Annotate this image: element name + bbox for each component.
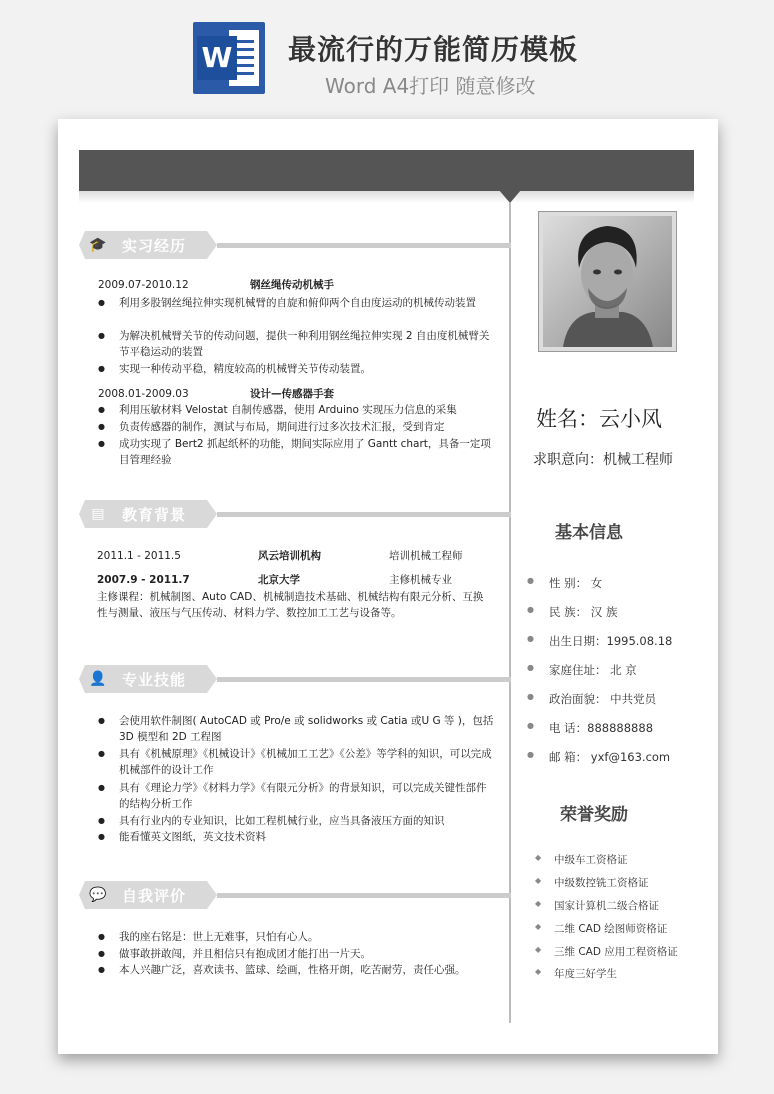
section-internship-label: 实习经历 — [122, 237, 187, 255]
section-self-eval — [79, 881, 511, 909]
internship-period-1: 2009.07-2010.12 — [98, 279, 189, 291]
section-education — [79, 500, 511, 528]
self-eval-item: ● 做事敢拼敢闯，并且相信只有抱成团才能打出一片天。 — [98, 946, 496, 962]
skill-item: ● 会使用软件制图( AutoCAD 或 Pro/e 或 solidworks 或 Catia 或U G 等 )，包括 3D 模型和 2D 工程图 — [98, 713, 496, 745]
book-icon: ▤ — [91, 506, 105, 522]
profile-name: 姓名：云小风 — [536, 407, 662, 431]
skill-item: ● 具有行业内的专业知识，比如工程机械行业，应当具备液压方面的知识 — [98, 813, 496, 829]
resume-page: 🎓 实习经历 2009.07-2010.12 钢丝绳传动机械手 ● 利用多股钢丝绳拉伸实现机械臂的自旋和俯仰两个自由度运动的机械传动装置 ● 为解决机械臂关节的传动问题，提供一种利用钢丝绳拉伸实现 2 自由度机械臂关节平稳运动的装置 ● 实现一种传动平稳，精度较高的机械臂关节传动装置。 2008.01-2009.03 设计—传感器手套 ● 利用压敏材料 Velostat 自制传感器，使用 Arduino 实现压力信息的采集 ● 负责传感器的制作，测试与布局，期间进行过多次技术汇报，受到肯定 ● 成功实现了 Bert2 抓起纸杯的功能，期间实际应用了 Gantt chart，具备一定项目管理经验 ▤ 教育背景 2011.1 - 2011.5 风云培训机构 培训机械工程师 2007.9 - 2011.7 北京大学 主修机械专业 主修课程：机械制图、Auto CAD、机械制造技术基础、机械结构有限元分析、互换性与测量、液压与气压传动、材料力学、数控加工工艺与设备等。 👤 专业技能 ● 会使用软件制图( AutoCAD 或 Pro/e 或 solidworks 或 Catia 或U G 等 )，包括 3D 模型和 2D 工程图 ● 具有《机械原理》《机械设计》《机械加工工艺》《公差》等学科的知识，可以完成机械部件的设计工作 ● 具有《理论力学》《材料力学》《有限元分析》的背景知识，可以完成关键性部件的结构分析工作 ● 具有行业内的专业知识，比如工程机械行业，应当具备液压方面的知识 ● 能看懂英文图纸，英文技术资料 💬 自我评价 ● 我的座右铭是：世上无难事，只怕有心人。 ● 做事敢拼敢闯，并且相信只有抱成团才能打出一片天。 ● 本人兴趣广泛，喜欢读书、篮球、绘画，性格开朗，吃苦耐劳，责任心强。 姓名：云小风 求职意向：机械工程师 基本信息 性 别： 女 民 族： 汉 族 出生日期：1995.08.18 家庭住址： 北 京 政治面貌： 中共党员 电 话：888888888 邮 箱： yxf@163.com 荣誉奖励 中级车工资格证 中级数控铣工资格证 国家计算机二级合格证 二维 CAD 绘图师资格证 三维 CAD 应用工程资格证 年度三好学生 — [58, 119, 718, 1054]
skill-item: ● 能看懂英文图纸，英文技术资料 — [98, 829, 496, 845]
edu-school-1: 风云培训机构 — [258, 550, 321, 562]
person-icon: 👤 — [89, 671, 107, 687]
page-banner — [0, 0, 774, 110]
internship-bullet: ● 实现一种传动平稳，精度较高的机械臂关节传动装置。 — [98, 361, 496, 377]
edu-period-1: 2011.1 - 2011.5 — [97, 550, 181, 562]
word-logo-letter: W — [197, 36, 237, 80]
skill-item: ● 具有《理论力学》《材料力学》《有限元分析》的背景知识，可以完成关键性部件的结构分析工作 — [98, 780, 496, 812]
internship-bullet: ● 为解决机械臂关节的传动问题，提供一种利用钢丝绳拉伸实现 2 自由度机械臂关节平稳运动的装置 — [98, 328, 496, 360]
edu-period-2: 2007.9 - 2011.7 — [97, 574, 190, 586]
self-eval-item: ● 我的座右铭是：世上无难事，只怕有心人。 — [98, 929, 496, 945]
internship-bullet: ● 成功实现了 Bert2 抓起纸杯的功能，期间实际应用了 Gantt chart，具备一定项目管理经验 — [98, 436, 496, 468]
banner-subtitle: Word A4打印 随意修改 — [325, 74, 536, 98]
edu-major-2: 主修机械专业 — [389, 574, 452, 586]
graduation-cap-icon: 🎓 — [89, 237, 107, 253]
word-icon — [193, 22, 265, 94]
self-eval-item: ● 本人兴趣广泛，喜欢读书、篮球、绘画，性格开朗，吃苦耐劳，责任心强。 — [98, 962, 496, 978]
profile-photo — [539, 212, 676, 351]
internship-title-2: 设计—传感器手套 — [250, 388, 334, 400]
divider-arrow — [499, 190, 521, 203]
top-bar-shadow — [79, 191, 694, 203]
internship-bullet: ● 负责传感器的制作，测试与布局，期间进行过多次技术汇报，受到肯定 — [98, 419, 496, 435]
profile-intent: 求职意向：机械工程师 — [533, 452, 673, 468]
chat-icon: 💬 — [89, 887, 107, 903]
internship-period-2: 2008.01-2009.03 — [98, 388, 189, 400]
edu-major-1: 培训机械工程师 — [389, 550, 463, 562]
internship-bullet: ● 利用多股钢丝绳拉伸实现机械臂的自旋和俯仰两个自由度运动的机械传动装置 — [98, 295, 496, 311]
top-bar — [79, 150, 694, 191]
internship-bullet: ● 利用压敏材料 Velostat 自制传感器，使用 Arduino 实现压力信息的采集 — [98, 402, 496, 418]
edu-school-2: 北京大学 — [258, 574, 300, 586]
section-education-label: 教育背景 — [122, 506, 187, 524]
honors-title: 荣誉奖励 — [560, 805, 628, 825]
internship-title-1: 钢丝绳传动机械手 — [250, 279, 334, 291]
section-self-eval-label: 自我评价 — [122, 887, 187, 905]
skill-item: ● 具有《机械原理》《机械设计》《机械加工工艺》《公差》等学科的知识，可以完成机械部件的设计工作 — [98, 746, 496, 778]
banner-title: 最流行的万能简历模板 — [288, 33, 579, 66]
section-skills-label: 专业技能 — [122, 671, 187, 689]
basic-info-title: 基本信息 — [555, 523, 623, 543]
section-skills — [79, 665, 511, 693]
section-internship — [79, 231, 511, 259]
edu-courses: 主修课程：机械制图、Auto CAD、机械制造技术基础、机械结构有限元分析、互换性与测量、液压与气压传动、材料力学、数控加工工艺与设备等。 — [97, 591, 484, 619]
